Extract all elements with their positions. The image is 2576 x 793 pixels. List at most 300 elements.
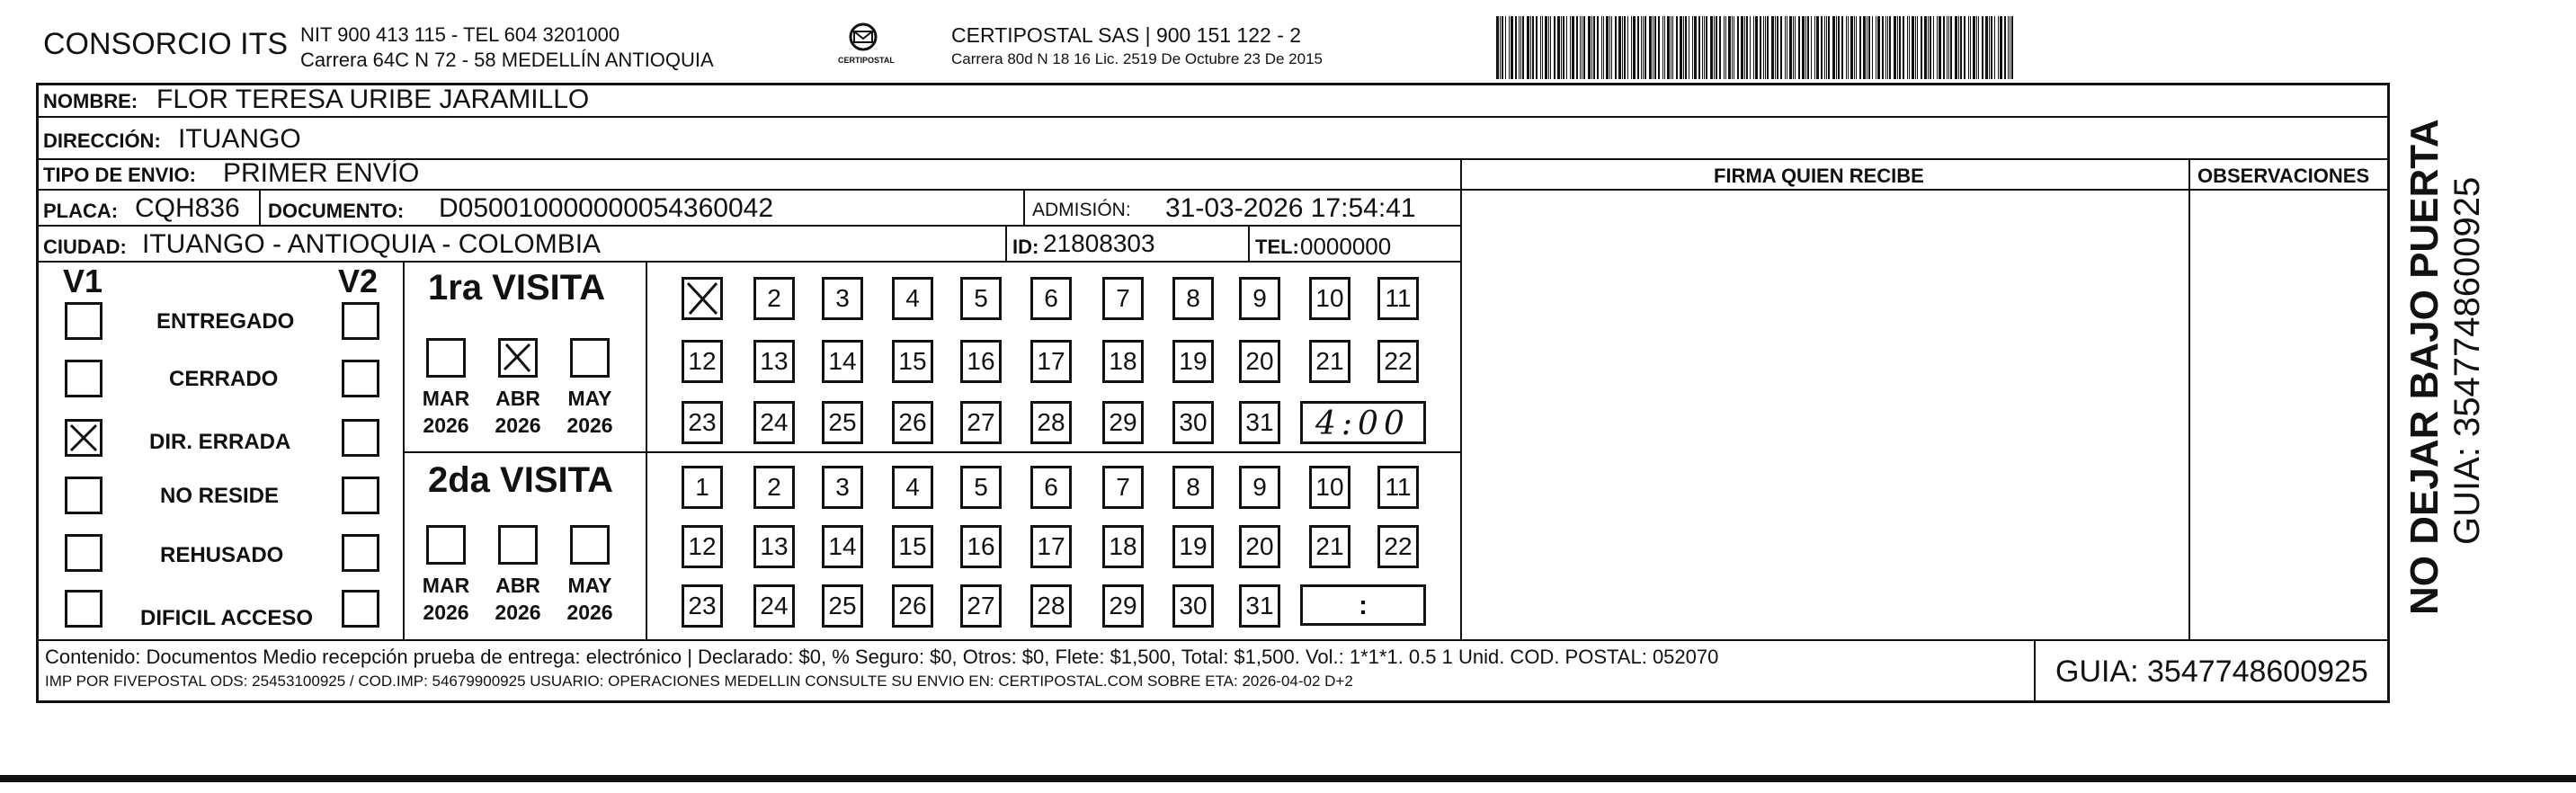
second-visit-may-label: MAY xyxy=(567,574,612,597)
barcode-bar xyxy=(1566,16,1567,79)
barcode-bar xyxy=(1755,16,1758,79)
barcode-bar xyxy=(1519,16,1520,79)
row-divider xyxy=(36,225,1460,227)
barcode-bar xyxy=(1868,16,1870,79)
barcode-bar xyxy=(1698,16,1700,79)
second-visit-day-13-box[interactable]: 13 xyxy=(753,525,795,568)
v2-rehusado-checkbox[interactable] xyxy=(342,534,379,572)
first-visit-day-17-box[interactable]: 17 xyxy=(1030,340,1072,383)
footer-guide-number: GUIA: 3547748600925 xyxy=(2055,655,2368,689)
barcode-bar xyxy=(1848,16,1849,79)
second-visit-day-10-box[interactable]: 10 xyxy=(1309,466,1350,509)
status-rehusado: REHUSADO xyxy=(160,543,284,567)
barcode-bar xyxy=(1970,16,1971,79)
barcode-bar xyxy=(1725,16,1726,79)
barcode-bar xyxy=(1527,16,1529,79)
second-visit-day-7-box[interactable]: 7 xyxy=(1102,466,1144,509)
first-visit-day-26-box[interactable]: 26 xyxy=(892,401,933,444)
second-visit-day-1-box[interactable]: 1 xyxy=(682,466,723,509)
barcode-bar xyxy=(1947,16,1948,79)
barcode-bar xyxy=(1780,16,1782,79)
barcode-bar xyxy=(1710,16,1713,79)
document-value: D050010000000054360042 xyxy=(439,193,774,223)
send-type-value: PRIMER ENVÍO xyxy=(223,158,420,188)
handwritten-x-mark-icon xyxy=(501,341,535,375)
barcode-bar xyxy=(1496,16,1499,79)
barcode-bar xyxy=(1606,16,1609,79)
second-visit-day-16-box[interactable]: 16 xyxy=(960,525,1002,568)
second-visit-day-22-box[interactable]: 22 xyxy=(1377,525,1419,568)
first-visit-mar-checkbox[interactable] xyxy=(426,338,466,378)
barcode-bar xyxy=(1627,16,1628,79)
barcode-bar xyxy=(1824,16,1825,79)
barcode-bar xyxy=(1921,16,1922,79)
second-visit-day-4-box[interactable]: 4 xyxy=(892,466,933,509)
barcode-bar xyxy=(1958,16,1959,79)
second-visit-day-27-box[interactable]: 27 xyxy=(960,584,1002,628)
tel-label: TEL: xyxy=(1255,236,1299,258)
barcode-bar xyxy=(1522,16,1524,79)
first-visit-day-19-box[interactable]: 19 xyxy=(1172,340,1214,383)
barcode-bar xyxy=(1611,16,1612,79)
plate-value: CQH836 xyxy=(135,193,240,223)
barcode-bar xyxy=(1654,16,1656,79)
v2-dir-errada-checkbox[interactable] xyxy=(342,419,379,457)
v1-no-reside-checkbox[interactable] xyxy=(65,477,103,514)
barcode-bar xyxy=(1832,16,1835,79)
barcode-bar xyxy=(1511,16,1513,79)
barcode-bar xyxy=(2011,16,2013,79)
second-visit-abr-label: ABR xyxy=(495,574,540,597)
barcode-bar xyxy=(1624,16,1626,79)
first-visit-day-23-box[interactable]: 23 xyxy=(682,401,723,444)
barcode-bar xyxy=(1950,16,1952,79)
signature-header-divider xyxy=(1460,189,2389,191)
barcode-bar xyxy=(1985,16,1988,79)
first-visit-time-handwritten: 4:00 xyxy=(1315,405,1410,442)
address-label: DIRECCIÓN: xyxy=(43,129,161,152)
certipostal-logo xyxy=(827,22,899,72)
first-visit-day-14-box[interactable]: 14 xyxy=(822,340,863,383)
barcode-bar xyxy=(1548,16,1549,79)
first-visit-day-8-box[interactable]: 8 xyxy=(1172,277,1214,320)
barcode-bar xyxy=(1828,16,1830,79)
barcode-bar xyxy=(1561,16,1562,79)
first-visit-day-16-box[interactable]: 16 xyxy=(960,340,1002,383)
company-nit: NIT 900 413 115 - TEL 604 3201000 xyxy=(300,23,620,46)
barcode-bar xyxy=(1563,16,1564,79)
barcode xyxy=(1496,16,2233,79)
first-visit-may-checkbox[interactable] xyxy=(570,338,610,378)
second-visit-abr-year: 2026 xyxy=(495,601,541,624)
barcode-bar xyxy=(1692,16,1693,79)
company-name: CONSORCIO ITS xyxy=(43,27,289,61)
row-divider xyxy=(36,261,1460,263)
footer-print-line: IMP POR FIVEPOSTAL ODS: 25453100925 / COD.IMP: 54679900925 USUARIO: OPERACIONES MEDELLIN CONSULTE SU ENVIO EN: CERTIPOSTAL.COM SOBRE ETA: 2026-04-02 D+2 xyxy=(45,673,1353,690)
barcode-bar xyxy=(1811,16,1812,79)
barcode-bar xyxy=(1520,16,1521,79)
observations-col-divider xyxy=(2188,158,2190,640)
first-visit-day-29-box[interactable]: 29 xyxy=(1102,401,1144,444)
barcode-bar xyxy=(1909,16,1910,79)
second-visit-may-checkbox[interactable] xyxy=(570,525,610,565)
admission-label: ADMISIÓN: xyxy=(1032,200,1131,220)
first-visit-mar-year: 2026 xyxy=(423,414,469,437)
first-visit-day-5-box[interactable]: 5 xyxy=(960,277,1002,320)
second-visit-day-9-box[interactable]: 9 xyxy=(1239,466,1280,509)
barcode-bar xyxy=(1793,16,1794,79)
second-visit-day-31-box[interactable]: 31 xyxy=(1239,584,1280,628)
barcode-bar xyxy=(1609,16,1610,79)
barcode-bar xyxy=(1924,16,1927,79)
id-label: ID: xyxy=(1012,236,1039,258)
barcode-bar xyxy=(1933,16,1934,79)
signature-header: FIRMA QUIEN RECIBE xyxy=(1714,165,1924,187)
barcode-bar xyxy=(1633,16,1636,79)
barcode-bar xyxy=(1964,16,1965,79)
cell-divider xyxy=(259,189,261,225)
tel-value: 0000000 xyxy=(1300,233,1392,260)
barcode-bar xyxy=(1622,16,1623,79)
barcode-bar xyxy=(1798,16,1800,79)
barcode-bar xyxy=(1795,16,1796,79)
barcode-bar xyxy=(1706,16,1707,79)
barcode-bar xyxy=(1771,16,1774,79)
barcode-bar xyxy=(1907,16,1908,79)
first-visit-day-7-box[interactable]: 7 xyxy=(1102,277,1144,320)
observations-header: OBSERVACIONES xyxy=(2197,165,2370,187)
signature-col-divider xyxy=(1460,158,1462,640)
side-guide-number: GUIA: 3547748600925 xyxy=(2447,176,2487,545)
barcode-bar xyxy=(1887,16,1888,79)
first-visit-day-31-box[interactable]: 31 xyxy=(1239,401,1280,444)
first-visit-day-12-box[interactable]: 12 xyxy=(682,340,723,383)
barcode-bar xyxy=(1753,16,1754,79)
barcode-bar xyxy=(1545,16,1547,79)
barcode-bar xyxy=(1841,16,1843,79)
barcode-bar xyxy=(1530,16,1531,79)
barcode-bar xyxy=(1872,16,1873,79)
id-value: 21808303 xyxy=(1043,229,1155,257)
first-visit-day-10-box[interactable]: 10 xyxy=(1309,277,1350,320)
second-visit-day-30-box[interactable]: 30 xyxy=(1172,584,1214,628)
first-visit-day-15-box[interactable]: 15 xyxy=(892,340,933,383)
barcode-bar xyxy=(1836,16,1837,79)
barcode-bar xyxy=(1882,16,1884,79)
barcode-bar xyxy=(1724,16,1725,79)
second-visit-day-24-box[interactable]: 24 xyxy=(753,584,795,628)
months-col-divider xyxy=(646,261,647,639)
v2-cerrado-checkbox[interactable] xyxy=(342,360,379,397)
first-visit-day-30-box[interactable]: 30 xyxy=(1172,401,1214,444)
barcode-bar xyxy=(1588,16,1591,79)
barcode-bar xyxy=(1591,16,1592,79)
barcode-bar xyxy=(1685,16,1687,79)
barcode-bar xyxy=(1854,16,1855,79)
first-visit-day-1-box[interactable] xyxy=(682,277,723,320)
visit-divider xyxy=(403,451,1460,453)
barcode-bar xyxy=(1912,16,1914,79)
second-visit-day-23-box[interactable]: 23 xyxy=(682,584,723,628)
barcode-bar xyxy=(1943,16,1945,79)
barcode-bar xyxy=(1816,16,1819,79)
barcode-bar xyxy=(1930,16,1931,79)
handwritten-x-mark-icon xyxy=(67,422,100,454)
status-dir-errada: DIR. ERRADA xyxy=(149,430,291,454)
v1-label: V1 xyxy=(63,263,103,299)
barcode-bar xyxy=(1676,16,1678,79)
second-visit-mar-label: MAR xyxy=(422,574,470,597)
barcode-bar xyxy=(1593,16,1595,79)
first-visit-day-2-box[interactable]: 2 xyxy=(753,277,795,320)
status-dificil-acceso: DIFICIL ACCESO xyxy=(140,606,314,630)
barcode-bar xyxy=(1576,16,1578,79)
barcode-bar xyxy=(1763,16,1764,79)
barcode-bar xyxy=(1658,16,1660,79)
first-visit-abr-label: ABR xyxy=(495,387,540,410)
barcode-bar xyxy=(1662,16,1663,79)
barcode-bar xyxy=(1643,16,1644,79)
row-divider xyxy=(36,639,2389,641)
barcode-bar xyxy=(1775,16,1776,79)
logo-caption: CERTIPOSTAL xyxy=(838,56,895,65)
barcode-bar xyxy=(1667,16,1670,79)
barcode-bar xyxy=(1672,16,1673,79)
barcode-bar xyxy=(1859,16,1861,79)
second-visit-day-3-box[interactable]: 3 xyxy=(822,466,863,509)
second-visit-day-2-box[interactable]: 2 xyxy=(753,466,795,509)
second-visit-day-17-box[interactable]: 17 xyxy=(1030,525,1072,568)
address-value: ITUANGO xyxy=(178,124,301,154)
city-label: CIUDAD: xyxy=(43,236,127,258)
barcode-bar xyxy=(1532,16,1534,79)
barcode-bar xyxy=(1637,16,1639,79)
footer-divider xyxy=(2034,639,2036,703)
barcode-bar xyxy=(1760,16,1761,79)
barcode-bar xyxy=(1542,16,1543,79)
barcode-bar xyxy=(1915,16,1916,79)
first-visit-day-28-box[interactable]: 28 xyxy=(1030,401,1072,444)
courier-name: CERTIPOSTAL SAS | 900 151 122 - 2 xyxy=(951,23,1302,47)
v1-entregado-checkbox[interactable] xyxy=(65,302,103,340)
second-visit-day-21-box[interactable]: 21 xyxy=(1309,525,1350,568)
second-visit-day-29-box[interactable]: 29 xyxy=(1102,584,1144,628)
barcode-bar xyxy=(1805,16,1806,79)
name-label: NOMBRE: xyxy=(43,90,138,112)
v2-label: V2 xyxy=(338,263,379,299)
barcode-bar xyxy=(1664,16,1665,79)
barcode-bar xyxy=(1821,16,1823,79)
barcode-bar xyxy=(1618,16,1621,79)
barcode-bar xyxy=(1554,16,1555,79)
barcode-bar xyxy=(1702,16,1703,79)
barcode-bar xyxy=(1716,16,1717,79)
barcode-bar xyxy=(1580,16,1581,79)
first-visit-day-27-box[interactable]: 27 xyxy=(960,401,1002,444)
name-value: FLOR TERESA URIBE JARAMILLO xyxy=(156,85,590,114)
barcode-bar xyxy=(1765,16,1766,79)
barcode-bar xyxy=(1570,16,1571,79)
barcode-bar xyxy=(1500,16,1501,79)
send-type-label: TIPO DE ENVIO: xyxy=(43,164,196,186)
second-visit-abr-checkbox[interactable] xyxy=(498,525,538,565)
barcode-bar xyxy=(1998,16,1999,79)
barcode-bar xyxy=(1955,16,1957,79)
barcode-bar xyxy=(1536,16,1538,79)
barcode-bar xyxy=(1744,16,1745,79)
barcode-bar xyxy=(1948,16,1949,79)
barcode-bar xyxy=(1631,16,1632,79)
barcode-bar xyxy=(1680,16,1682,79)
document-label: DOCUMENTO: xyxy=(268,200,405,222)
v1-dificil-acceso-checkbox[interactable] xyxy=(65,590,103,628)
first-visit-abr-checkbox[interactable] xyxy=(498,338,538,378)
first-visit-day-3-box[interactable]: 3 xyxy=(822,277,863,320)
barcode-bar xyxy=(1557,16,1560,79)
barcode-bar xyxy=(1989,16,1990,79)
handwritten-x-mark-icon xyxy=(684,280,720,317)
v2-dificil-acceso-checkbox[interactable] xyxy=(342,590,379,628)
city-value: ITUANGO - ANTIOQUIA - COLOMBIA xyxy=(142,229,602,259)
barcode-bar xyxy=(1885,16,1886,79)
barcode-bar xyxy=(1994,16,1995,79)
barcode-bar xyxy=(1572,16,1574,79)
barcode-bar xyxy=(1982,16,1983,79)
barcode-bar xyxy=(1732,16,1733,79)
v2-entregado-checkbox[interactable] xyxy=(342,302,379,340)
barcode-bar xyxy=(1785,16,1786,79)
first-visit-may-year: 2026 xyxy=(566,414,613,437)
barcode-bar xyxy=(1728,16,1731,79)
first-visit-mar-label: MAR xyxy=(422,387,470,410)
status-cerrado: CERRADO xyxy=(169,367,279,391)
second-visit-day-26-box[interactable]: 26 xyxy=(892,584,933,628)
status-no-reside: NO RESIDE xyxy=(160,484,280,508)
second-visit-mar-checkbox[interactable] xyxy=(426,525,466,565)
barcode-bar xyxy=(2008,16,2009,79)
second-visit-day-15-box[interactable]: 15 xyxy=(892,525,933,568)
barcode-bar xyxy=(1856,16,1857,79)
first-visit-day-22-box[interactable]: 22 xyxy=(1377,340,1419,383)
barcode-bar xyxy=(1917,16,1918,79)
second-visit-day-25-box[interactable]: 25 xyxy=(822,584,863,628)
no-dejar-bajo-puerta-notice: NO DEJAR BAJO PUERTA xyxy=(2402,119,2447,615)
first-visit-day-18-box[interactable]: 18 xyxy=(1102,340,1144,383)
second-visit-time-colon: : xyxy=(1359,591,1368,620)
first-visit-day-11-box[interactable]: 11 xyxy=(1377,277,1419,320)
barcode-bar xyxy=(1850,16,1853,79)
barcode-bar xyxy=(1976,16,1977,79)
second-visit-day-14-box[interactable]: 14 xyxy=(822,525,863,568)
barcode-bar xyxy=(1704,16,1705,79)
courier-address: Carrera 80d N 18 16 Lic. 2519 De Octubre 23 De 2015 xyxy=(951,50,1323,67)
barcode-bar xyxy=(1807,16,1809,79)
barcode-bar xyxy=(1505,16,1506,79)
first-visit-title: 1ra VISITA xyxy=(428,268,606,307)
barcode-bar xyxy=(1968,16,1969,79)
first-visit-day-13-box[interactable]: 13 xyxy=(753,340,795,383)
second-visit-time-box[interactable] xyxy=(1300,584,1426,626)
footer-content-line: Contenido: Documentos Medio recepción prueba de entrega: electrónico | Declarado: $0, % Seguro: $0, Otros: $0, Flete: $1,500, Total: $1,500. Vol.: 1*1*1. 0.5 1 Unid. COD. POSTAL: 052070 xyxy=(45,646,1719,668)
v1-dir-errada-checkbox[interactable] xyxy=(65,419,103,457)
second-visit-day-11-box[interactable]: 11 xyxy=(1377,466,1419,509)
barcode-bar xyxy=(1937,16,1938,79)
second-visit-day-19-box[interactable]: 19 xyxy=(1172,525,1214,568)
first-visit-day-21-box[interactable]: 21 xyxy=(1309,340,1350,383)
second-visit-day-18-box[interactable]: 18 xyxy=(1102,525,1144,568)
first-visit-may-label: MAY xyxy=(567,387,612,410)
barcode-bar xyxy=(1540,16,1541,79)
barcode-bar xyxy=(1502,16,1503,79)
first-visit-day-9-box[interactable]: 9 xyxy=(1239,277,1280,320)
first-visit-day-24-box[interactable]: 24 xyxy=(753,401,795,444)
barcode-bar xyxy=(1601,16,1602,79)
second-visit-day-5-box[interactable]: 5 xyxy=(960,466,1002,509)
barcode-bar xyxy=(1777,16,1778,79)
barcode-bar xyxy=(1741,16,1743,79)
second-visit-day-12-box[interactable]: 12 xyxy=(682,525,723,568)
barcode-bar xyxy=(1899,16,1901,79)
barcode-bar xyxy=(1509,16,1510,79)
second-visit-day-20-box[interactable]: 20 xyxy=(1239,525,1280,568)
barcode-bar xyxy=(1737,16,1739,79)
barcode-bar xyxy=(1550,16,1551,79)
barcode-bar xyxy=(1719,16,1721,79)
company-address: Carrera 64C N 72 - 58 MEDELLÍN ANTIOQUIA xyxy=(300,49,714,71)
barcode-bar xyxy=(1767,16,1769,79)
barcode-bar xyxy=(1838,16,1840,79)
barcode-bar xyxy=(1978,16,1979,79)
barcode-bar xyxy=(1802,16,1805,79)
barcode-bar xyxy=(1846,16,1847,79)
barcode-bar xyxy=(1889,16,1891,79)
barcode-bar xyxy=(1991,16,1992,79)
cell-divider xyxy=(1005,225,1007,261)
first-visit-day-25-box[interactable]: 25 xyxy=(822,401,863,444)
second-visit-day-8-box[interactable]: 8 xyxy=(1172,466,1214,509)
barcode-bar xyxy=(1515,16,1517,79)
barcode-bar xyxy=(1603,16,1604,79)
barcode-bar xyxy=(1877,16,1880,79)
barcode-bar xyxy=(1973,16,1975,79)
second-visit-day-6-box[interactable]: 6 xyxy=(1030,466,1072,509)
second-visit-mar-year: 2026 xyxy=(423,601,469,624)
first-visit-day-20-box[interactable]: 20 xyxy=(1239,340,1280,383)
barcode-bar xyxy=(1746,16,1748,79)
barcode-bar xyxy=(1960,16,1962,79)
barcode-bar xyxy=(1683,16,1684,79)
barcode-bar xyxy=(1814,16,1815,79)
first-visit-abr-year: 2026 xyxy=(495,414,541,437)
v2-no-reside-checkbox[interactable] xyxy=(342,477,379,514)
barcode-bar xyxy=(1826,16,1827,79)
barcode-bar xyxy=(1583,16,1585,79)
barcode-bar xyxy=(1939,16,1941,79)
first-visit-time-box[interactable] xyxy=(1300,401,1426,444)
first-visit-day-4-box[interactable]: 4 xyxy=(892,277,933,320)
first-visit-day-6-box[interactable]: 6 xyxy=(1030,277,1072,320)
plate-label: PLACA: xyxy=(43,200,119,222)
v1-rehusado-checkbox[interactable] xyxy=(65,534,103,572)
barcode-bar xyxy=(1615,16,1617,79)
second-visit-title: 2da VISITA xyxy=(428,460,613,500)
status-col-divider xyxy=(403,261,405,639)
v1-cerrado-checkbox[interactable] xyxy=(65,360,103,397)
barcode-bar xyxy=(1789,16,1792,79)
barcode-bar xyxy=(1694,16,1697,79)
status-entregado: ENTREGADO xyxy=(156,309,295,334)
second-visit-day-28-box[interactable]: 28 xyxy=(1030,584,1072,628)
